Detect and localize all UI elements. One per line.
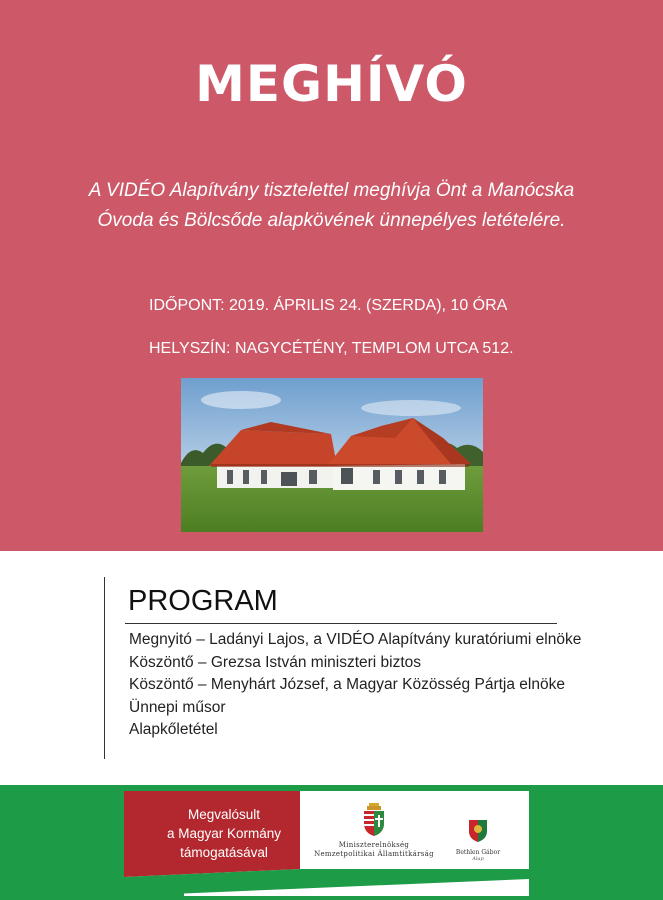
program-item: Köszöntő – Menyhárt József, a Magyar Közösség Pártja elnöke [129, 676, 565, 693]
event-location: HELYSZÍN: NAGYCÉTÉNY, TEMPLOM UTCA 512. [149, 340, 514, 357]
invitation-title: MEGHÍVÓ [195, 55, 468, 113]
sponsor-badge [124, 791, 529, 896]
badge-line-1: Megvalósult [187, 807, 261, 822]
bethlen-shield-icon [467, 817, 489, 843]
ministry-line-2: Nemzetpolitikai Államtitkárság [314, 850, 434, 858]
program-list [129, 629, 581, 742]
program-section [104, 577, 582, 759]
bethlen-name: Bethlen Gábor [455, 849, 501, 856]
ministry-line-1: Miniszterelnökség [338, 841, 410, 849]
coat-of-arms-icon [361, 803, 387, 837]
program-item: Ünnepi műsor [129, 698, 226, 716]
program-title: PROGRAM [128, 585, 278, 617]
badge-line-2: a Magyar Kormány [166, 826, 282, 841]
badge-line-3: támogatásával [180, 845, 268, 860]
bethlen-gabor-logo [449, 817, 507, 862]
bethlen-subtitle: Alap [472, 856, 484, 862]
ministry-logo [300, 803, 448, 859]
intro-line-2: Óvoda és Bölcsőde alapkövének ünnepélyes letételére. [97, 210, 566, 231]
program-item: Alapkőletétel [129, 721, 218, 738]
building-photo [181, 378, 483, 532]
intro-line-1: A VIDÉO Alapítvány tisztelettel meghívja Önt a Manócska [88, 180, 575, 201]
program-item: Megnyitó – Ladányi Lajos, a VIDÉO Alapítvány kuratóriumi elnöke [129, 631, 582, 648]
program-divider [125, 623, 557, 624]
badge-text [154, 805, 294, 862]
event-time: IDŐPONT: 2019. ÁPRILIS 24. (SZERDA), 10 ÓRA [149, 297, 508, 314]
program-item: Köszöntő – Grezsa István miniszteri biztos [129, 653, 422, 671]
invitation-intro [30, 176, 633, 236]
